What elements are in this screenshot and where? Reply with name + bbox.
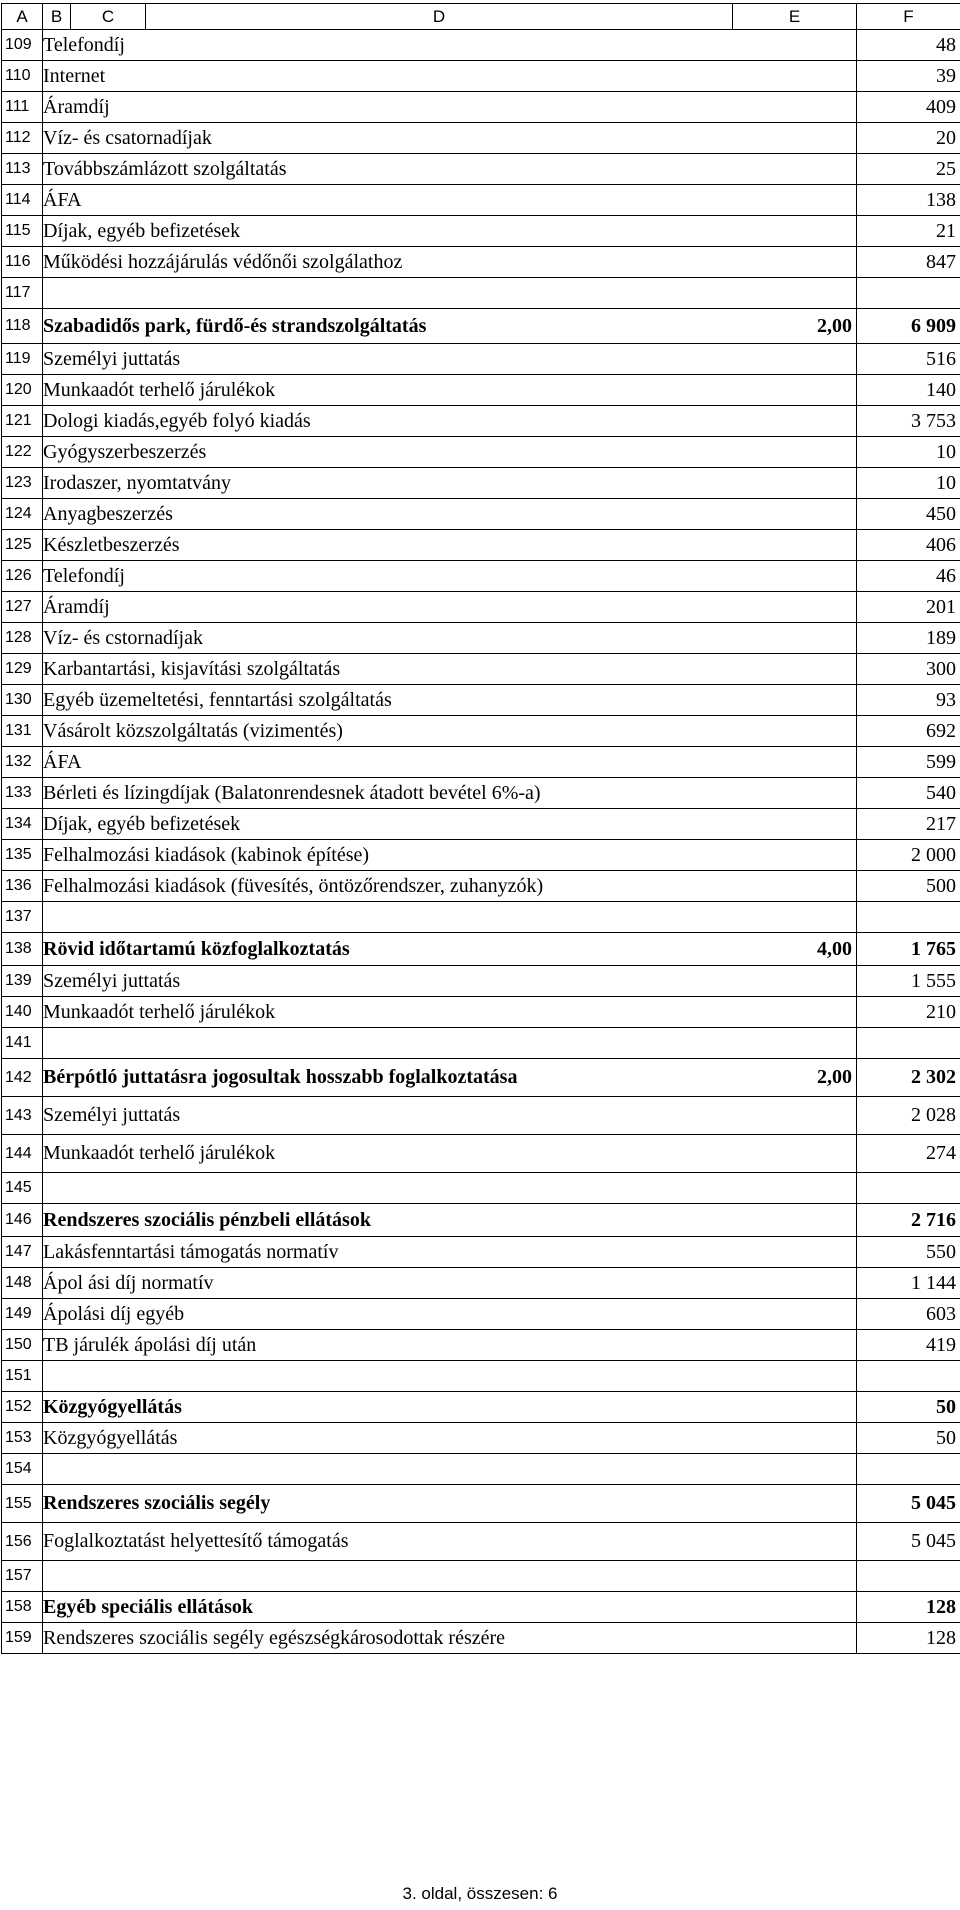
table-row bbox=[2, 778, 960, 809]
row-number[interactable]: 123 bbox=[2, 468, 43, 499]
table-row bbox=[2, 1204, 960, 1237]
table-row bbox=[2, 1485, 960, 1523]
table-row bbox=[2, 1561, 960, 1592]
column-e-cell[interactable]: 4,00 bbox=[733, 933, 857, 966]
column-f-cell[interactable] bbox=[857, 1454, 960, 1485]
row-number[interactable]: 153 bbox=[2, 1423, 43, 1454]
row-number[interactable]: 113 bbox=[2, 154, 43, 185]
column-e-cell[interactable] bbox=[733, 1623, 857, 1654]
row-number[interactable]: 145 bbox=[2, 1173, 43, 1204]
column-e-cell[interactable] bbox=[733, 1523, 857, 1561]
row-number[interactable]: 127 bbox=[2, 592, 43, 623]
column-e-cell[interactable] bbox=[733, 1299, 857, 1330]
column-e-cell[interactable] bbox=[733, 1485, 857, 1523]
row-number[interactable]: 109 bbox=[2, 30, 43, 61]
column-f-cell[interactable]: 2 302 bbox=[857, 1059, 960, 1097]
row-number[interactable]: 114 bbox=[2, 185, 43, 216]
column-e-cell[interactable] bbox=[733, 1392, 857, 1423]
column-e-cell[interactable] bbox=[733, 437, 857, 468]
row-label-cell[interactable]: Közgyógyellátás bbox=[43, 1423, 733, 1454]
column-e-cell[interactable] bbox=[733, 1268, 857, 1299]
row-label-cell[interactable]: Dologi kiadás,egyéb folyó kiadás bbox=[43, 406, 733, 437]
table-row bbox=[2, 1268, 960, 1299]
row-number[interactable]: 152 bbox=[2, 1392, 43, 1423]
table-row bbox=[2, 1028, 960, 1059]
column-f-cell[interactable]: 10 bbox=[857, 468, 960, 499]
row-number[interactable]: 119 bbox=[2, 344, 43, 375]
table-row bbox=[2, 1623, 960, 1654]
table-row bbox=[2, 561, 960, 592]
table-row bbox=[2, 499, 960, 530]
table-row bbox=[2, 747, 960, 778]
row-number[interactable]: 154 bbox=[2, 1454, 43, 1485]
row-label-cell[interactable]: Működési hozzájárulás védőnői szolgálathoz bbox=[43, 247, 733, 278]
table-row bbox=[2, 685, 960, 716]
table-row bbox=[2, 278, 960, 309]
column-f-cell[interactable]: 20 bbox=[857, 123, 960, 154]
column-e-cell[interactable] bbox=[733, 468, 857, 499]
row-label-cell[interactable]: Felhalmozási kiadások (füvesítés, öntözőrendszer, zuhanyzók) bbox=[43, 871, 733, 902]
row-number[interactable]: 142 bbox=[2, 1059, 43, 1097]
column-f-cell[interactable] bbox=[857, 1028, 960, 1059]
table-row bbox=[2, 309, 960, 344]
row-number[interactable]: 147 bbox=[2, 1237, 43, 1268]
column-e-cell[interactable] bbox=[733, 654, 857, 685]
column-f-cell[interactable]: 409 bbox=[857, 92, 960, 123]
column-e-cell[interactable] bbox=[733, 716, 857, 747]
column-e-cell[interactable] bbox=[733, 561, 857, 592]
column-e-cell[interactable] bbox=[733, 185, 857, 216]
row-number[interactable]: 146 bbox=[2, 1204, 43, 1237]
column-f-cell[interactable]: 93 bbox=[857, 685, 960, 716]
row-number[interactable]: 121 bbox=[2, 406, 43, 437]
row-label-cell[interactable]: Díjak, egyéb befizetések bbox=[43, 216, 733, 247]
row-label-cell[interactable]: Munkaadót terhelő járulékok bbox=[43, 375, 733, 406]
row-label-cell[interactable]: Bérleti és lízingdíjak (Balatonrendesnek átadott bevétel 6%-a) bbox=[43, 778, 733, 809]
row-label-cell[interactable]: Bérpótló juttatásra jogosultak hosszabb foglalkoztatása bbox=[43, 1059, 733, 1097]
row-number[interactable]: 137 bbox=[2, 902, 43, 933]
row-label-cell[interactable]: Rendszeres szociális segély bbox=[43, 1485, 733, 1523]
row-number[interactable]: 135 bbox=[2, 840, 43, 871]
column-f-cell[interactable] bbox=[857, 1173, 960, 1204]
table-row bbox=[2, 997, 960, 1028]
row-number[interactable]: 131 bbox=[2, 716, 43, 747]
column-f-cell[interactable]: 39 bbox=[857, 61, 960, 92]
column-f-cell[interactable]: 50 bbox=[857, 1423, 960, 1454]
row-number[interactable]: 141 bbox=[2, 1028, 43, 1059]
row-number[interactable]: 130 bbox=[2, 685, 43, 716]
column-e-cell[interactable] bbox=[733, 623, 857, 654]
row-number[interactable]: 138 bbox=[2, 933, 43, 966]
column-e-cell[interactable] bbox=[733, 216, 857, 247]
row-label-cell[interactable]: Közgyógyellátás bbox=[43, 1392, 733, 1423]
row-label-cell[interactable]: Foglalkoztatást helyettesítő támogatás bbox=[43, 1523, 733, 1561]
column-f-cell[interactable]: 217 bbox=[857, 809, 960, 840]
row-label-cell[interactable]: Személyi juttatás bbox=[43, 966, 733, 997]
table-row bbox=[2, 1454, 960, 1485]
row-number[interactable]: 111 bbox=[2, 92, 43, 123]
column-f-cell[interactable]: 201 bbox=[857, 592, 960, 623]
column-f-cell[interactable]: 189 bbox=[857, 623, 960, 654]
row-label-cell[interactable]: Munkaadót terhelő járulékok bbox=[43, 1135, 733, 1173]
row-label-cell[interactable]: Áramdíj bbox=[43, 92, 733, 123]
column-e-cell[interactable] bbox=[733, 1237, 857, 1268]
column-header-c[interactable]: C bbox=[71, 4, 146, 30]
row-label-cell[interactable]: Vásárolt közszolgáltatás (vizimentés) bbox=[43, 716, 733, 747]
column-f-cell[interactable]: 1 765 bbox=[857, 933, 960, 966]
table-row bbox=[2, 716, 960, 747]
table-row bbox=[2, 1299, 960, 1330]
column-e-cell[interactable] bbox=[733, 840, 857, 871]
row-label-cell[interactable]: ÁFA bbox=[43, 185, 733, 216]
column-f-cell[interactable]: 128 bbox=[857, 1623, 960, 1654]
column-f-cell[interactable]: 5 045 bbox=[857, 1523, 960, 1561]
row-label-cell[interactable]: Személyi juttatás bbox=[43, 344, 733, 375]
column-f-cell[interactable]: 599 bbox=[857, 747, 960, 778]
row-number[interactable]: 143 bbox=[2, 1097, 43, 1135]
row-number[interactable]: 157 bbox=[2, 1561, 43, 1592]
table-row bbox=[2, 1361, 960, 1392]
column-e-cell[interactable] bbox=[733, 592, 857, 623]
row-label-cell[interactable] bbox=[43, 1028, 733, 1059]
column-e-cell[interactable] bbox=[733, 902, 857, 933]
column-f-cell[interactable]: 2 000 bbox=[857, 840, 960, 871]
row-label-cell[interactable]: Irodaszer, nyomtatvány bbox=[43, 468, 733, 499]
column-e-cell[interactable] bbox=[733, 997, 857, 1028]
column-e-cell[interactable] bbox=[733, 778, 857, 809]
row-label-cell[interactable]: Internet bbox=[43, 61, 733, 92]
column-e-cell[interactable] bbox=[733, 530, 857, 561]
row-label-cell[interactable]: Víz- és cstornadíjak bbox=[43, 623, 733, 654]
column-f-cell[interactable]: 46 bbox=[857, 561, 960, 592]
row-number[interactable]: 133 bbox=[2, 778, 43, 809]
table-row bbox=[2, 623, 960, 654]
row-number[interactable]: 159 bbox=[2, 1623, 43, 1654]
column-f-cell[interactable]: 550 bbox=[857, 1237, 960, 1268]
row-number[interactable]: 139 bbox=[2, 966, 43, 997]
row-number[interactable]: 116 bbox=[2, 247, 43, 278]
row-number[interactable]: 110 bbox=[2, 61, 43, 92]
row-number[interactable]: 120 bbox=[2, 375, 43, 406]
column-f-cell[interactable]: 516 bbox=[857, 344, 960, 375]
table-row bbox=[2, 468, 960, 499]
column-e-cell[interactable] bbox=[733, 871, 857, 902]
table-row bbox=[2, 406, 960, 437]
table-body bbox=[2, 30, 960, 1654]
table-row bbox=[2, 1059, 960, 1097]
row-number[interactable]: 126 bbox=[2, 561, 43, 592]
row-label-cell[interactable]: ÁFA bbox=[43, 747, 733, 778]
table-row bbox=[2, 654, 960, 685]
column-e-cell[interactable] bbox=[733, 1097, 857, 1135]
row-label-cell[interactable]: Anyagbeszerzés bbox=[43, 499, 733, 530]
column-e-cell[interactable] bbox=[733, 1173, 857, 1204]
column-e-cell[interactable] bbox=[733, 123, 857, 154]
column-f-cell[interactable]: 419 bbox=[857, 1330, 960, 1361]
column-f-cell[interactable]: 406 bbox=[857, 530, 960, 561]
column-f-cell[interactable]: 540 bbox=[857, 778, 960, 809]
table-row bbox=[2, 437, 960, 468]
row-label-cell[interactable]: Ápolási díj egyéb bbox=[43, 1299, 733, 1330]
column-e-cell[interactable] bbox=[733, 1204, 857, 1237]
row-number[interactable]: 118 bbox=[2, 309, 43, 344]
row-number[interactable]: 112 bbox=[2, 123, 43, 154]
column-f-cell[interactable]: 5 045 bbox=[857, 1485, 960, 1523]
row-label-cell[interactable]: Díjak, egyéb befizetések bbox=[43, 809, 733, 840]
row-label-cell[interactable]: Rendszeres szociális pénzbeli ellátások bbox=[43, 1204, 733, 1237]
column-e-cell[interactable] bbox=[733, 344, 857, 375]
row-number[interactable]: 124 bbox=[2, 499, 43, 530]
table-row bbox=[2, 92, 960, 123]
table-row bbox=[2, 809, 960, 840]
column-e-cell[interactable] bbox=[733, 1330, 857, 1361]
table-row bbox=[2, 375, 960, 406]
row-number[interactable]: 129 bbox=[2, 654, 43, 685]
column-f-cell[interactable]: 1 144 bbox=[857, 1268, 960, 1299]
row-label-cell[interactable]: Személyi juttatás bbox=[43, 1097, 733, 1135]
column-f-cell[interactable]: 25 bbox=[857, 154, 960, 185]
column-f-cell[interactable]: 50 bbox=[857, 1392, 960, 1423]
row-label-cell[interactable]: Továbbszámlázott szolgáltatás bbox=[43, 154, 733, 185]
column-e-cell[interactable] bbox=[733, 1135, 857, 1173]
table-row bbox=[2, 247, 960, 278]
column-e-cell[interactable] bbox=[733, 278, 857, 309]
column-e-cell[interactable] bbox=[733, 1561, 857, 1592]
column-e-cell[interactable] bbox=[733, 809, 857, 840]
row-label-cell[interactable] bbox=[43, 902, 733, 933]
table-row bbox=[2, 30, 960, 61]
row-label-cell[interactable] bbox=[43, 1361, 733, 1392]
row-label-cell[interactable] bbox=[43, 1561, 733, 1592]
column-f-cell[interactable]: 274 bbox=[857, 1135, 960, 1173]
column-header-f[interactable]: F bbox=[857, 4, 960, 30]
table-row bbox=[2, 154, 960, 185]
row-number[interactable]: 132 bbox=[2, 747, 43, 778]
column-f-cell[interactable] bbox=[857, 902, 960, 933]
column-f-cell[interactable]: 21 bbox=[857, 216, 960, 247]
table-row bbox=[2, 1135, 960, 1173]
column-e-cell[interactable] bbox=[733, 154, 857, 185]
row-number[interactable]: 158 bbox=[2, 1592, 43, 1623]
column-f-cell[interactable]: 48 bbox=[857, 30, 960, 61]
row-label-cell[interactable]: Rövid időtartamú közfoglalkoztatás bbox=[43, 933, 733, 966]
row-number[interactable]: 128 bbox=[2, 623, 43, 654]
row-number[interactable]: 140 bbox=[2, 997, 43, 1028]
column-f-cell[interactable]: 128 bbox=[857, 1592, 960, 1623]
column-e-cell[interactable] bbox=[733, 406, 857, 437]
column-e-cell[interactable] bbox=[733, 61, 857, 92]
table-row bbox=[2, 123, 960, 154]
column-f-cell[interactable]: 10 bbox=[857, 437, 960, 468]
column-e-cell[interactable] bbox=[733, 685, 857, 716]
column-e-cell[interactable] bbox=[733, 30, 857, 61]
row-label-cell[interactable]: Gyógyszerbeszerzés bbox=[43, 437, 733, 468]
column-f-cell[interactable] bbox=[857, 278, 960, 309]
row-number[interactable]: 155 bbox=[2, 1485, 43, 1523]
column-f-cell[interactable]: 500 bbox=[857, 871, 960, 902]
table-row bbox=[2, 1592, 960, 1623]
row-label-cell[interactable]: Karbantartási, kisjavítási szolgáltatás bbox=[43, 654, 733, 685]
table-row bbox=[2, 840, 960, 871]
row-label-cell[interactable]: Víz- és csatornadíjak bbox=[43, 123, 733, 154]
column-f-cell[interactable]: 847 bbox=[857, 247, 960, 278]
row-number[interactable]: 125 bbox=[2, 530, 43, 561]
row-number[interactable]: 115 bbox=[2, 216, 43, 247]
row-label-cell[interactable]: Lakásfenntartási támogatás normatív bbox=[43, 1237, 733, 1268]
column-e-cell[interactable] bbox=[733, 1361, 857, 1392]
table-row bbox=[2, 216, 960, 247]
table-row bbox=[2, 61, 960, 92]
column-f-cell[interactable]: 603 bbox=[857, 1299, 960, 1330]
column-e-cell[interactable] bbox=[733, 966, 857, 997]
table-row bbox=[2, 1392, 960, 1423]
spreadsheet-table bbox=[1, 3, 960, 1654]
table-row bbox=[2, 1330, 960, 1361]
row-label-cell[interactable]: Készletbeszerzés bbox=[43, 530, 733, 561]
row-label-cell[interactable]: Ápol ási díj normatív bbox=[43, 1268, 733, 1299]
column-header-b[interactable]: B bbox=[43, 4, 71, 30]
column-f-cell[interactable]: 3 753 bbox=[857, 406, 960, 437]
row-number[interactable]: 149 bbox=[2, 1299, 43, 1330]
row-label-cell[interactable]: TB járulék ápolási díj után bbox=[43, 1330, 733, 1361]
column-f-cell[interactable]: 2 028 bbox=[857, 1097, 960, 1135]
column-header-d[interactable]: D bbox=[146, 4, 733, 30]
row-number[interactable]: 148 bbox=[2, 1268, 43, 1299]
row-label-cell[interactable] bbox=[43, 278, 733, 309]
table-row bbox=[2, 902, 960, 933]
column-e-cell[interactable] bbox=[733, 747, 857, 778]
column-header-a[interactable]: A bbox=[2, 4, 43, 30]
column-e-cell[interactable] bbox=[733, 247, 857, 278]
table-row bbox=[2, 592, 960, 623]
row-number[interactable]: 117 bbox=[2, 278, 43, 309]
row-number[interactable]: 134 bbox=[2, 809, 43, 840]
column-e-cell[interactable]: 2,00 bbox=[733, 309, 857, 344]
row-number[interactable]: 136 bbox=[2, 871, 43, 902]
column-f-cell[interactable]: 450 bbox=[857, 499, 960, 530]
column-e-cell[interactable] bbox=[733, 1028, 857, 1059]
column-f-cell[interactable]: 1 555 bbox=[857, 966, 960, 997]
column-f-cell[interactable]: 2 716 bbox=[857, 1204, 960, 1237]
column-f-cell[interactable] bbox=[857, 1361, 960, 1392]
table-row bbox=[2, 1097, 960, 1135]
row-number[interactable]: 122 bbox=[2, 437, 43, 468]
column-header-row bbox=[2, 4, 960, 30]
column-f-cell[interactable]: 300 bbox=[857, 654, 960, 685]
row-number[interactable]: 151 bbox=[2, 1361, 43, 1392]
row-label-cell[interactable]: Egyéb speciális ellátások bbox=[43, 1592, 733, 1623]
row-label-cell[interactable]: Telefondíj bbox=[43, 561, 733, 592]
row-number[interactable]: 156 bbox=[2, 1523, 43, 1561]
row-label-cell[interactable]: Áramdíj bbox=[43, 592, 733, 623]
table-row bbox=[2, 185, 960, 216]
column-header-e[interactable]: E bbox=[733, 4, 857, 30]
page-footer: 3. oldal, összesen: 6 bbox=[402, 1884, 558, 1903]
column-e-cell[interactable] bbox=[733, 499, 857, 530]
row-label-cell[interactable]: Munkaadót terhelő járulékok bbox=[43, 997, 733, 1028]
table-row bbox=[2, 1237, 960, 1268]
row-number[interactable]: 144 bbox=[2, 1135, 43, 1173]
column-e-cell[interactable]: 2,00 bbox=[733, 1059, 857, 1097]
table-row bbox=[2, 1523, 960, 1561]
column-e-cell[interactable] bbox=[733, 92, 857, 123]
row-label-cell[interactable] bbox=[43, 1454, 733, 1485]
column-e-cell[interactable] bbox=[733, 1454, 857, 1485]
table-row bbox=[2, 871, 960, 902]
row-label-cell[interactable]: Rendszeres szociális segély egészségkárosodottak részére bbox=[43, 1623, 733, 1654]
table-row bbox=[2, 933, 960, 966]
row-number[interactable]: 150 bbox=[2, 1330, 43, 1361]
row-label-cell[interactable]: Egyéb üzemeltetési, fenntartási szolgáltatás bbox=[43, 685, 733, 716]
column-e-cell[interactable] bbox=[733, 1423, 857, 1454]
row-label-cell[interactable]: Szabadidős park, fürdő-és strandszolgáltatás bbox=[43, 309, 733, 344]
table-row bbox=[2, 1173, 960, 1204]
column-f-cell[interactable]: 692 bbox=[857, 716, 960, 747]
column-f-cell[interactable]: 210 bbox=[857, 997, 960, 1028]
column-f-cell[interactable]: 138 bbox=[857, 185, 960, 216]
column-e-cell[interactable] bbox=[733, 1592, 857, 1623]
table-row bbox=[2, 966, 960, 997]
row-label-cell[interactable]: Felhalmozási kiadások (kabinok építése) bbox=[43, 840, 733, 871]
row-label-cell[interactable] bbox=[43, 1173, 733, 1204]
table-row bbox=[2, 344, 960, 375]
column-f-cell[interactable]: 6 909 bbox=[857, 309, 960, 344]
row-label-cell[interactable]: Telefondíj bbox=[43, 30, 733, 61]
column-f-cell[interactable]: 140 bbox=[857, 375, 960, 406]
column-e-cell[interactable] bbox=[733, 375, 857, 406]
table-row bbox=[2, 1423, 960, 1454]
table-row bbox=[2, 530, 960, 561]
column-f-cell[interactable] bbox=[857, 1561, 960, 1592]
